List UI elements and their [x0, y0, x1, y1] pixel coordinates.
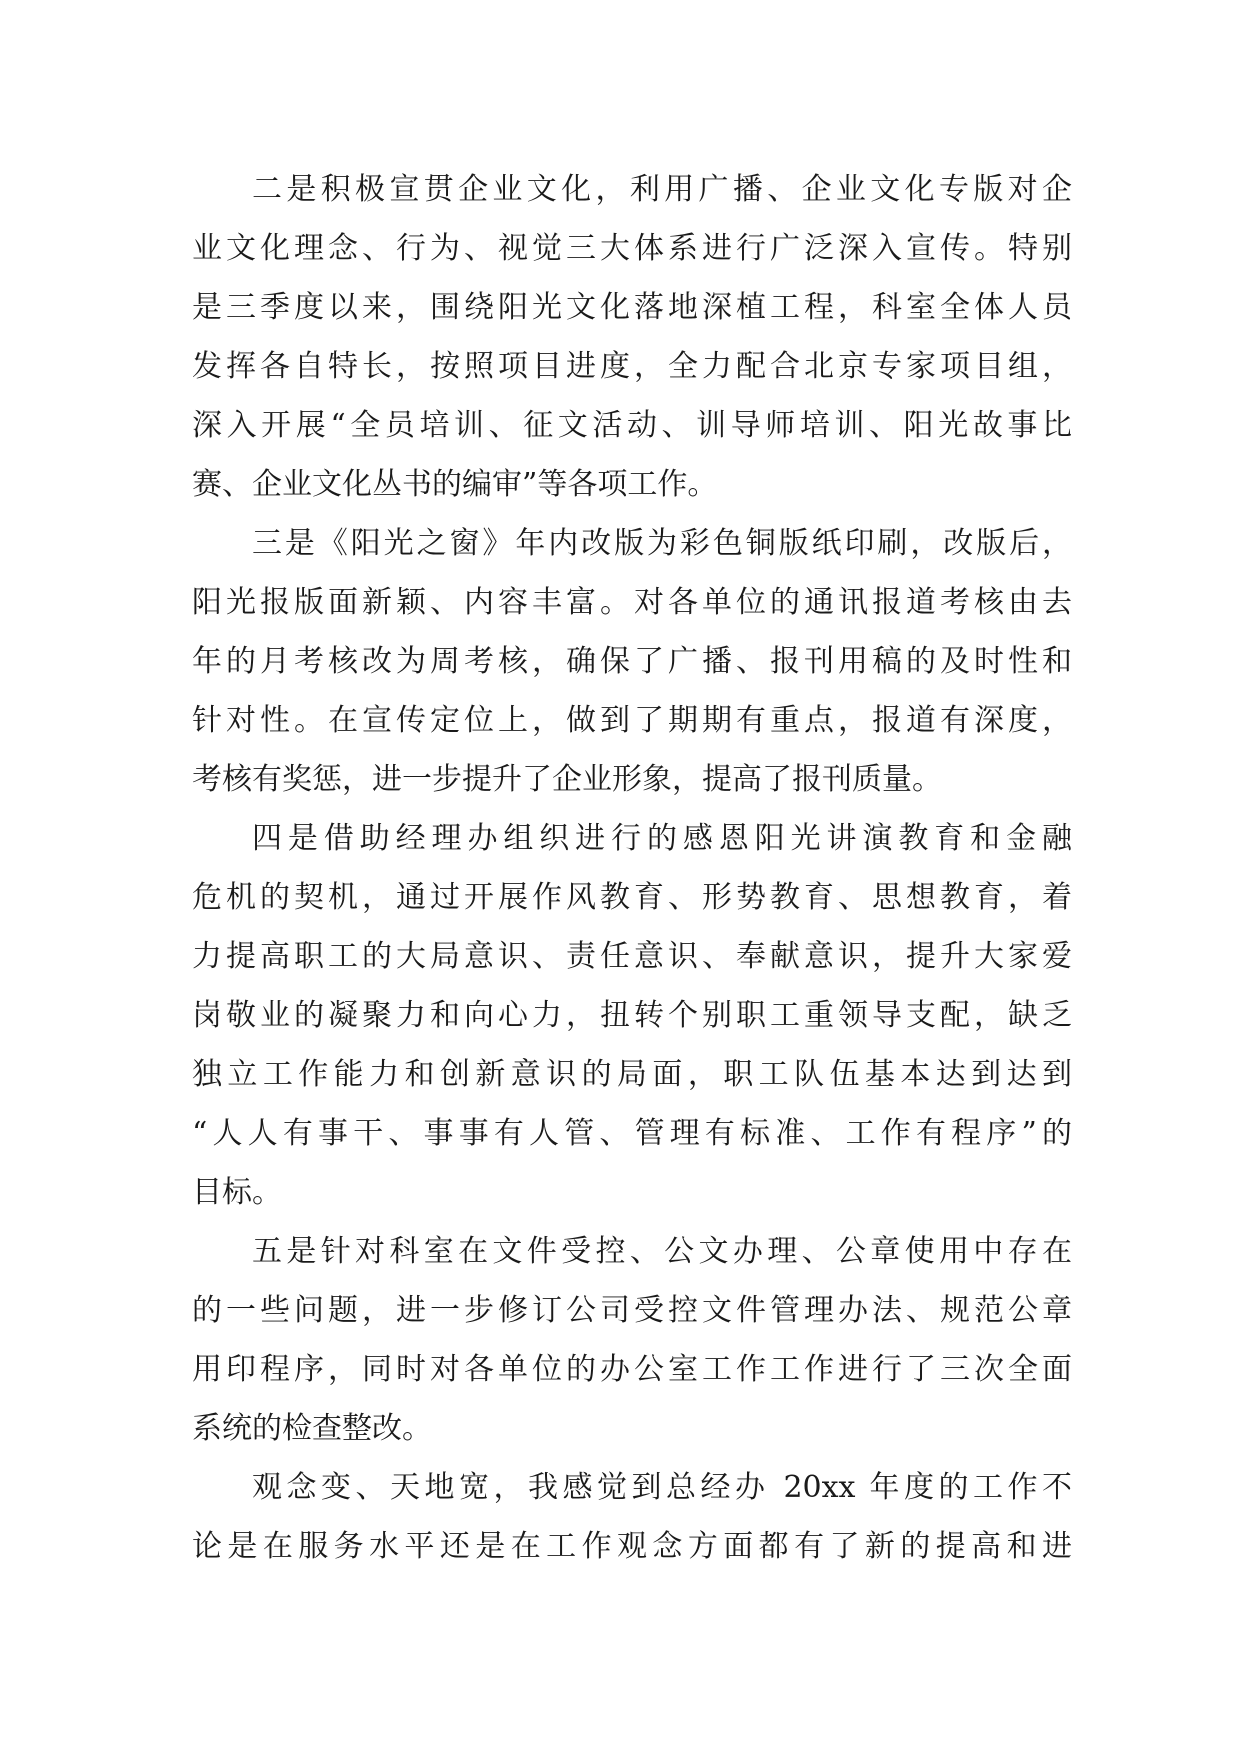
text-line: 论是在服务水平还是在工作观念方面都有了新的提高和进	[192, 1529, 1072, 1564]
text-line: 危机的契机，通过开展作风教育、形势教育、思想教育，着	[192, 880, 1072, 915]
text-line: 赛、企业文化丛书的编审”等各项工作。	[192, 467, 718, 502]
text-line: 目标。	[192, 1175, 282, 1210]
text-line: 系统的检查整改。	[192, 1411, 432, 1446]
text-line: 阳光报版面新颖、内容丰富。对各单位的通讯报道考核由去	[192, 585, 1072, 620]
text-line: 年的月考核改为周考核，确保了广播、报刊用稿的及时性和	[192, 644, 1072, 679]
text-line: 考核有奖惩，进一步提升了企业形象，提高了报刊质量。	[192, 762, 942, 797]
text-line: 是三季度以来，围绕阳光文化落地深植工程，科室全体人员	[192, 290, 1072, 325]
text-line: 用印程序，同时对各单位的办公室工作工作进行了三次全面	[192, 1352, 1072, 1387]
text-line: 的一些问题，进一步修订公司受控文件管理办法、规范公章	[192, 1293, 1072, 1328]
text-line: 力提高职工的大局意识、责任意识、奉献意识，提升大家爱	[192, 939, 1072, 974]
text-line: “人人有事干、事事有人管、管理有标准、工作有程序”的	[192, 1116, 1072, 1151]
text-line: 四是借助经理办组织进行的感恩阳光讲演教育和金融	[252, 821, 1072, 856]
text-line: 三是《阳光之窗》年内改版为彩色铜版纸印刷，改版后，	[252, 526, 1072, 561]
text-line: 二是积极宣贯企业文化，利用广播、企业文化专版对企	[252, 172, 1072, 207]
text-line: 针对性。在宣传定位上，做到了期期有重点，报道有深度，	[192, 703, 1072, 738]
text-line: 发挥各自特长，按照项目进度，全力配合北京专家项目组，	[192, 349, 1072, 384]
text-line: 观念变、天地宽，我感觉到总经办 20xx 年度的工作不	[252, 1470, 1072, 1505]
text-line: 深入开展“全员培训、征文活动、训导师培训、阳光故事比	[192, 408, 1072, 443]
text-line: 业文化理念、行为、视觉三大体系进行广泛深入宣传。特别	[192, 231, 1072, 266]
text-line: 岗敬业的凝聚力和向心力，扭转个别职工重领导支配，缺乏	[192, 998, 1072, 1033]
text-line: 独立工作能力和创新意识的局面，职工队伍基本达到达到	[192, 1057, 1072, 1092]
body-text	[192, 160, 1072, 1576]
text-line: 五是针对科室在文件受控、公文办理、公章使用中存在	[252, 1234, 1072, 1269]
